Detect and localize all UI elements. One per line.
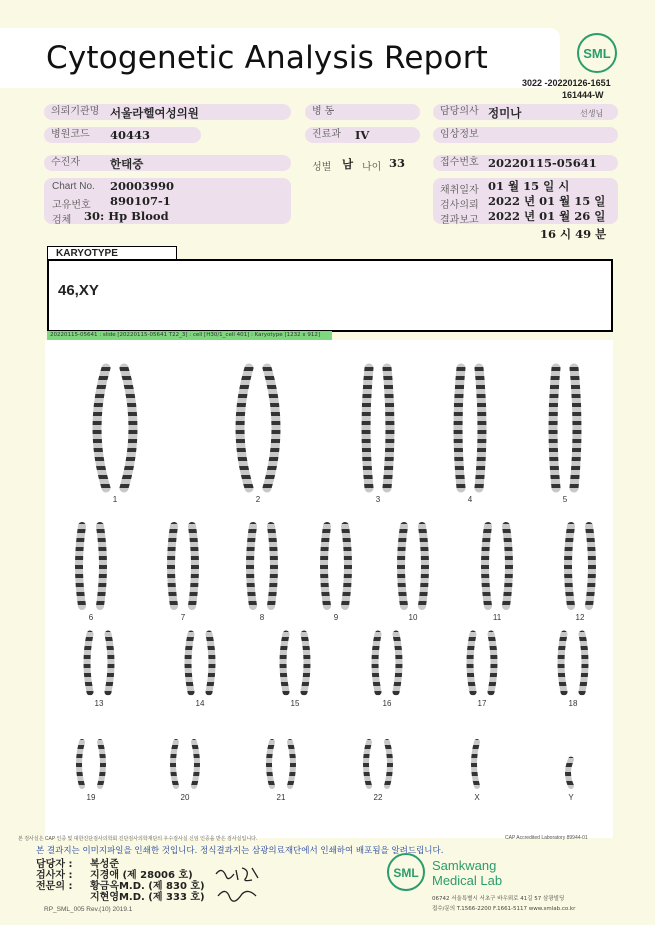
chromosome-4-b (479, 368, 482, 488)
chromosome-8-b (271, 526, 274, 606)
chromosome-label-13: 13 (94, 699, 104, 708)
chromosome-12-b (589, 526, 592, 606)
accreditation-notice: 본 검사실은 CAP 인증 및 대한진단검사의학회 진단검사의학재단의 우수검사실 신임 인증을 받은 검사실입니다. (18, 836, 258, 842)
chromosome-14-b (209, 634, 212, 692)
sml-logo-icon (576, 32, 618, 74)
request-date-label: 검사의뢰 (440, 200, 479, 211)
chromosome-5-a (553, 368, 556, 488)
chromosome-label-15: 15 (290, 699, 300, 708)
chromosome-label-14: 14 (195, 699, 205, 708)
chromosome-label-17: 17 (477, 699, 487, 708)
chromosome-1-a (97, 368, 106, 488)
institution-value: 서울라헬여성의원 (110, 106, 199, 120)
age-label: 나이 (362, 162, 382, 173)
cap-text: CAP Accredited Laboratory 89944-01 (505, 835, 588, 841)
sex-label: 성별 (312, 162, 332, 173)
karyotype-result: 46,XY (58, 282, 99, 299)
chart-no-value: 20003990 (110, 179, 175, 193)
chromosome-1-b (124, 368, 133, 488)
sex-value: 남 (342, 157, 354, 171)
chromosome-label-18: 18 (568, 699, 578, 708)
chromosome-Y (568, 760, 571, 786)
company-name-line1: Samkwang (432, 858, 497, 873)
company-name-line2: Medical Lab (432, 873, 503, 888)
specimen-value: 30: Hp Blood (84, 209, 169, 223)
chromosome-9-b (345, 526, 348, 606)
chromosome-4-a (458, 368, 461, 488)
chromosome-2-b (267, 368, 276, 488)
chromosome-17-a (470, 634, 473, 692)
chromosome-shapes (79, 368, 592, 786)
chromosome-9-a (324, 526, 327, 606)
clinical-info-label: 임상정보 (440, 129, 479, 140)
chromosome-label-Y: Y (568, 793, 574, 802)
tester-name: 지경애 (제 28006 호) (90, 870, 193, 881)
doc-id-line1: 3022 -20220126-1651 (522, 78, 611, 88)
chromosome-label-9: 9 (333, 613, 339, 622)
clinical-info-row (433, 127, 618, 143)
chromosome-20-a (173, 742, 176, 786)
chromosome-label-22: 22 (373, 793, 383, 802)
chromosome-17-b (491, 634, 494, 692)
chromosome-11-a (485, 526, 488, 606)
chromosome-X (474, 742, 477, 786)
receipt-no-label: 접수번호 (440, 157, 479, 168)
chromosome-22-b (387, 742, 390, 786)
collection-date-label: 채취일자 (440, 185, 479, 196)
unique-no-label: 고유번호 (52, 200, 91, 211)
age-value: 33 (389, 156, 406, 170)
karyogram-image (45, 340, 613, 838)
specialist1-name: 황금옥M.D. (제 830 호) (90, 881, 205, 892)
manager-name: 복성준 (90, 859, 119, 870)
specialist-label: 전문의 : (36, 881, 73, 892)
tester-label: 검사자 : (36, 870, 73, 881)
chromosome-11-b (506, 526, 509, 606)
chromosome-label-4: 4 (467, 495, 473, 504)
report-title: Cytogenetic Analysis Report (46, 40, 488, 76)
chromosome-3-b (387, 368, 390, 488)
report-date-value: 2022 년 01 월 26 일 (488, 209, 606, 223)
chromosome-label-12: 12 (575, 613, 585, 622)
chromosome-13-a (87, 634, 90, 692)
company-abbr: SML (393, 866, 419, 880)
karyotype-result-box (47, 259, 613, 332)
request-date-value: 2022 년 01 월 15 일 (488, 194, 606, 208)
physician-label: 담당의사 (440, 106, 479, 117)
chromosome-label-8: 8 (259, 613, 265, 622)
karyotype-tab: KARYOTYPE (47, 246, 177, 260)
chromosome-20-b (194, 742, 197, 786)
specimen-label: 검체 (52, 215, 72, 226)
chromosome-label-19: 19 (86, 793, 96, 802)
chromosome-label-2: 2 (255, 495, 261, 504)
specialist2-name: 지현영M.D. (제 333 호) (90, 892, 205, 903)
chromosome-10-a (401, 526, 404, 606)
chromosome-16-a (375, 634, 378, 692)
chromosome-8-a (250, 526, 253, 606)
physician-suffix: 선생님 (580, 109, 604, 118)
svg-text:SML: SML (583, 46, 611, 61)
hospital-code-label: 병원코드 (51, 129, 90, 140)
slide-info-strip: 20220115-05641 : slide [20220115-05641 T22_3] : cell [H30/1_cell 401] : Karyotype [1232 x 912] (47, 331, 332, 340)
chromosome-10-b (422, 526, 425, 606)
chromosome-19-a (79, 742, 82, 786)
receipt-no-value: 20220115-05641 (488, 156, 597, 170)
recipient-label: 수진자 (51, 157, 80, 168)
chromosome-3-a (366, 368, 369, 488)
chromosome-label-16: 16 (382, 699, 392, 708)
chromosome-2-a (240, 368, 249, 488)
chromosome-12-a (568, 526, 571, 606)
chromosome-5-b (574, 368, 577, 488)
report-time-value: 16 시 49 분 (540, 227, 607, 241)
chromosome-label-11: 11 (492, 613, 502, 622)
manager-label: 담당자 : (36, 859, 73, 870)
recipient-value: 한태중 (110, 157, 144, 171)
chromosome-19-b (100, 742, 103, 786)
chromosome-22-a (366, 742, 369, 786)
chromosome-label-X: X (474, 793, 480, 802)
ward-label: 병 동 (312, 106, 335, 117)
chromosome-label-3: 3 (375, 495, 381, 504)
chromosome-13-b (108, 634, 111, 692)
report-date-label: 결과보고 (440, 215, 479, 226)
chromosome-label-7: 7 (180, 613, 186, 622)
chromosome-14-a (188, 634, 191, 692)
form-code: RP_SML_005 Rev.(10) 2019.1 (44, 906, 133, 913)
chromosome-label-6: 6 (88, 613, 94, 622)
print-notice: 본 결과지는 이미지파일을 인쇄한 것입니다. 정식결과지는 삼광의료재단에서 인쇄하여 배포됨을 알려드립니다. (36, 846, 444, 856)
physician-value: 정미나 (488, 106, 522, 120)
chromosome-21-b (290, 742, 293, 786)
recipient-row (44, 155, 291, 171)
chromosome-label-20: 20 (180, 793, 190, 802)
chromosome-18-b (582, 634, 585, 692)
chromosome-21-a (269, 742, 272, 786)
company-address: 06742 서울특별시 서초구 바우뫼로 41길 57 삼광빌딩 (432, 896, 565, 902)
chart-no-label: Chart No. (52, 181, 95, 192)
hospital-code-value: 40443 (110, 128, 151, 142)
chromosome-label-1: 1 (112, 495, 118, 504)
chromosome-label-21: 21 (276, 793, 286, 802)
unique-no-value: 890107-1 (110, 194, 171, 208)
chromosome-15-a (283, 634, 286, 692)
chromosome-label-10: 10 (408, 613, 418, 622)
signature-image (212, 864, 264, 906)
department-value: IV (355, 128, 370, 142)
chromosome-6-a (79, 526, 82, 606)
institution-label: 의뢰기관명 (51, 106, 100, 117)
chromosome-7-a (171, 526, 174, 606)
chromosome-7-b (192, 526, 195, 606)
chromosome-15-b (304, 634, 307, 692)
doc-id-line2: 161444-W (562, 90, 604, 100)
department-label: 진료과 (312, 129, 341, 140)
company-contact: 접수/문의 T.1566-2200 F.1661-5117 www.smlab.co.kr (432, 906, 576, 912)
ward-row (305, 104, 420, 120)
chromosome-6-b (100, 526, 103, 606)
chromosome-18-a (561, 634, 564, 692)
chromosome-label-5: 5 (562, 495, 568, 504)
chromosome-16-b (396, 634, 399, 692)
collection-date-value: 01 월 15 일 시 (488, 179, 570, 193)
company-logo-icon (386, 852, 426, 892)
